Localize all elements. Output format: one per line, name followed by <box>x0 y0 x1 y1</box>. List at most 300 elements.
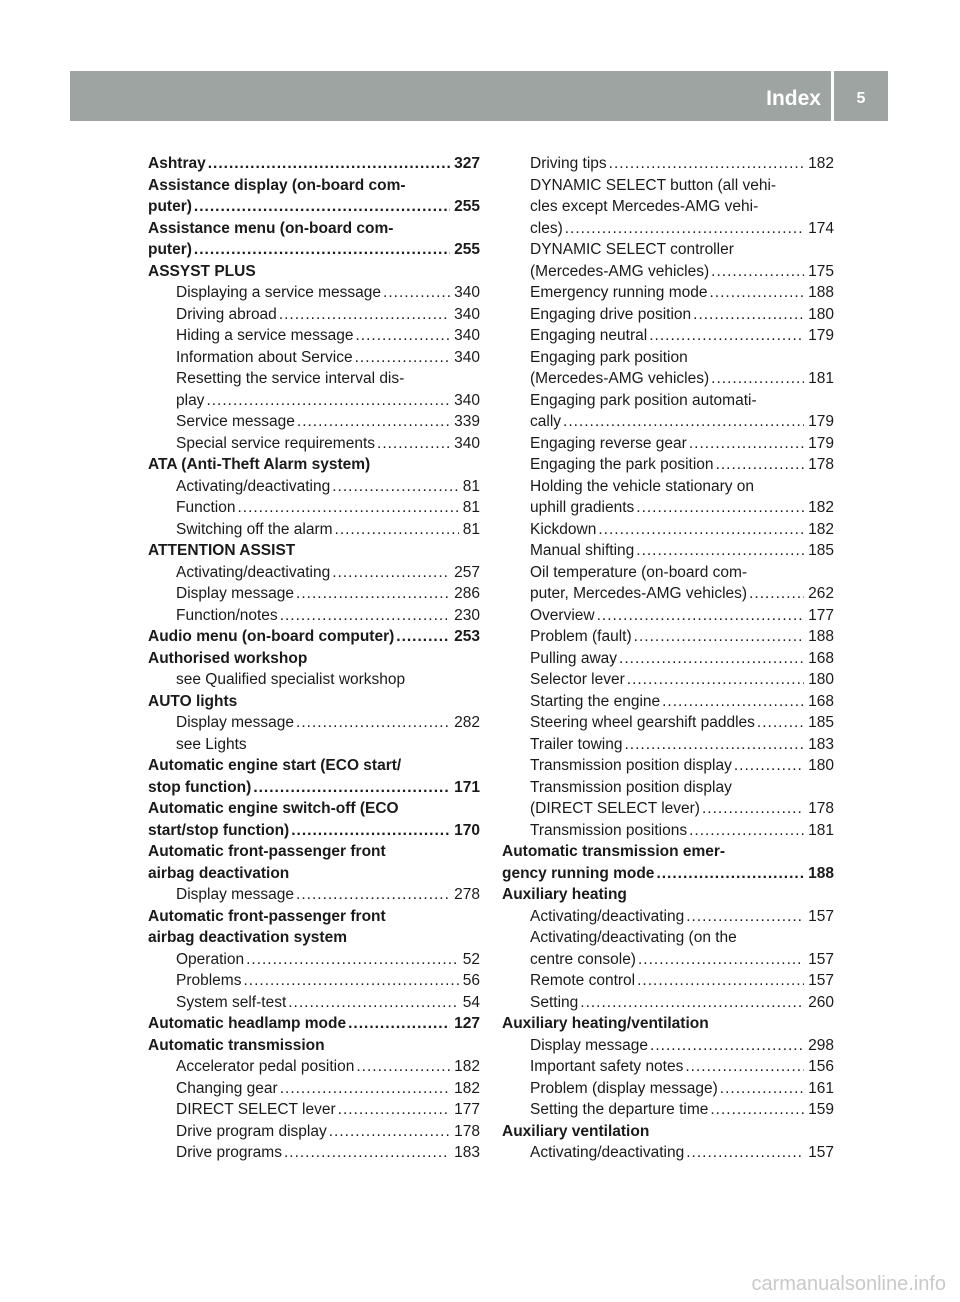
entry-text: Engaging the park position <box>530 456 714 473</box>
index-line <box>176 497 480 519</box>
page-reference[interactable]: 54 <box>462 993 480 1011</box>
index-subentry <box>502 648 834 670</box>
index-line <box>530 1035 834 1057</box>
index-line <box>530 1142 834 1164</box>
index-subentry <box>148 325 480 347</box>
page-reference[interactable]: 298 <box>808 1036 834 1054</box>
index-line <box>530 691 834 713</box>
index-subentry <box>148 562 480 584</box>
index-subentry <box>502 755 834 777</box>
entry-text: Problem (display message) <box>530 1079 718 1097</box>
index-subentry <box>502 927 834 970</box>
index-entry <box>148 454 480 476</box>
dot-leader <box>686 1142 804 1164</box>
dot-leader <box>711 261 804 283</box>
page-reference[interactable]: 340 <box>454 391 480 409</box>
index-line <box>530 476 834 498</box>
dot-leader <box>296 712 450 734</box>
dot-leader <box>689 433 804 455</box>
dot-leader <box>208 153 450 175</box>
page-reference[interactable]: 185 <box>808 714 834 731</box>
page-reference[interactable]: 339 <box>454 413 480 430</box>
entry-text: Function/notes <box>176 606 278 624</box>
index-line <box>176 476 480 498</box>
page-reference[interactable]: 159 <box>808 1101 834 1118</box>
page-reference[interactable]: 182 <box>808 155 834 172</box>
index-line <box>176 884 480 906</box>
dot-leader <box>636 540 804 562</box>
page-reference[interactable]: 127 <box>454 1015 480 1032</box>
index-line <box>530 970 834 992</box>
dot-leader <box>649 325 804 347</box>
dot-leader <box>291 820 450 842</box>
entry-text: (Mercedes-AMG vehicles) <box>530 370 710 387</box>
entry-text: (DIRECT SELECT lever) <box>530 800 700 817</box>
dot-leader <box>280 605 450 627</box>
index-line <box>176 583 480 605</box>
index-subentry <box>148 476 480 498</box>
entry-text: Transmission position display <box>530 778 732 796</box>
dot-leader <box>609 153 804 175</box>
entry-text: Remote control <box>530 972 636 989</box>
entry-text: Pulling away <box>530 649 618 667</box>
index-entry <box>148 798 480 841</box>
index-line <box>148 906 480 928</box>
index-line <box>530 626 834 648</box>
page-reference[interactable]: 257 <box>454 563 480 581</box>
index-line <box>176 712 480 734</box>
entry-text: start/stop function) <box>148 821 290 839</box>
index-line <box>148 798 480 820</box>
page-reference[interactable]: 81 <box>462 499 480 516</box>
dot-leader <box>637 970 804 992</box>
index-line <box>176 368 480 390</box>
index-column-right <box>502 153 834 1164</box>
index-subentry <box>502 476 834 519</box>
entry-text: see Qualified specialist workshop <box>176 671 406 688</box>
index-line <box>530 1099 834 1121</box>
index-subentry <box>502 712 834 734</box>
dot-leader <box>565 218 804 240</box>
index-line <box>530 734 834 756</box>
dot-leader <box>237 497 458 519</box>
entry-text: Auxiliary heating <box>502 886 627 903</box>
dot-leader <box>280 1078 450 1100</box>
dot-leader <box>634 626 804 648</box>
page-reference[interactable]: 182 <box>808 499 834 516</box>
page-reference[interactable]: 188 <box>808 628 834 645</box>
entry-text: Information about Service <box>176 348 353 366</box>
entry-text: Ashtray <box>148 155 206 172</box>
page-reference[interactable]: 282 <box>454 714 480 731</box>
index-line <box>148 863 480 885</box>
index-subentry <box>502 347 834 390</box>
page-reference[interactable]: 179 <box>808 434 834 452</box>
page-reference[interactable]: 157 <box>808 1144 834 1161</box>
entry-text: Special service requirements <box>176 434 376 452</box>
entry-text: Kickdown <box>530 520 597 538</box>
dot-leader <box>580 992 804 1014</box>
index-line <box>502 884 834 906</box>
dot-leader <box>296 884 450 906</box>
dot-leader <box>356 1056 450 1078</box>
page-reference[interactable]: 340 <box>454 348 480 366</box>
index-entry <box>502 1121 834 1143</box>
index-line <box>176 1099 480 1121</box>
page-reference[interactable]: 181 <box>808 821 834 839</box>
index-entry <box>148 906 480 949</box>
index-subentry <box>502 433 834 455</box>
dot-leader <box>650 1035 804 1057</box>
index-line <box>176 347 480 369</box>
page-reference[interactable]: 182 <box>808 520 834 538</box>
entry-text: Overview <box>530 606 595 624</box>
dot-leader <box>296 583 450 605</box>
index-line <box>148 1013 480 1035</box>
dot-leader <box>734 755 804 777</box>
page-reference[interactable]: 174 <box>808 219 834 237</box>
dot-leader <box>355 347 451 369</box>
index-line <box>530 519 834 541</box>
index-line <box>530 1056 834 1078</box>
index-subentry <box>148 433 480 455</box>
entry-text: Engaging neutral <box>530 327 648 344</box>
page-reference[interactable]: 178 <box>454 1122 480 1140</box>
dot-leader <box>563 411 804 433</box>
page-reference[interactable]: 182 <box>454 1079 480 1097</box>
entry-text: Activating/deactivating <box>530 1144 685 1161</box>
entry-text: Automatic transmission emer- <box>502 843 726 860</box>
index-line <box>176 734 480 756</box>
dot-leader <box>710 1099 804 1121</box>
index-line <box>530 368 834 390</box>
index-line <box>530 605 834 627</box>
page-reference[interactable]: 170 <box>454 821 480 839</box>
entry-text: Display message <box>176 886 295 903</box>
entry-text: Engaging park position automati- <box>530 391 757 409</box>
index-subentry <box>502 970 834 992</box>
page-reference[interactable]: 178 <box>808 800 834 817</box>
dot-leader <box>624 734 804 756</box>
index-line <box>530 304 834 326</box>
index-line <box>530 562 834 584</box>
index-subentry <box>148 712 480 734</box>
index-line <box>530 261 834 283</box>
dot-leader <box>702 798 804 820</box>
dot-leader <box>662 691 804 713</box>
index-line <box>148 540 480 562</box>
page-reference[interactable]: 171 <box>454 778 480 796</box>
entry-text: AUTO lights <box>148 692 238 710</box>
dot-leader <box>206 390 450 412</box>
entry-text: ATA (Anti-Theft Alarm system) <box>148 456 371 473</box>
index-subentry <box>502 390 834 433</box>
index-line <box>176 669 480 691</box>
entry-text: Problem (fault) <box>530 628 632 645</box>
page-reference[interactable]: 188 <box>808 864 834 882</box>
dot-leader <box>329 1121 450 1143</box>
entry-text: Switching off the alarm <box>176 520 333 538</box>
entry-text: Trailer towing <box>530 735 623 753</box>
index-line <box>530 669 834 691</box>
index-line <box>176 282 480 304</box>
index-subentry <box>502 734 834 756</box>
page-reference[interactable]: 278 <box>454 886 480 903</box>
index-subentry <box>502 992 834 1014</box>
dot-leader <box>332 562 450 584</box>
index-subentry <box>148 734 480 756</box>
page-reference[interactable]: 180 <box>808 757 834 774</box>
index-subentry <box>148 949 480 971</box>
entry-text: ASSYST PLUS <box>148 262 256 280</box>
index-line <box>176 970 480 992</box>
index-line <box>176 1056 480 1078</box>
index-subentry <box>148 1121 480 1143</box>
index-line <box>502 841 834 863</box>
index-line <box>530 454 834 476</box>
page-reference[interactable]: 180 <box>808 305 834 323</box>
index-line <box>530 390 834 412</box>
entry-text: Assistance menu (on-board com- <box>148 219 394 237</box>
page-reference[interactable]: 177 <box>454 1101 480 1118</box>
index-entry <box>502 841 834 884</box>
page-reference[interactable]: 161 <box>808 1079 834 1097</box>
page-reference[interactable]: 340 <box>454 327 480 344</box>
index-subentry <box>148 583 480 605</box>
index-line <box>530 583 834 605</box>
index-subentry <box>502 454 834 476</box>
page-reference[interactable]: 340 <box>454 284 480 301</box>
page-reference[interactable]: 52 <box>462 950 480 968</box>
index-line <box>530 325 834 347</box>
index-subentry <box>502 820 834 842</box>
page-reference[interactable]: 177 <box>808 606 834 624</box>
index-line <box>530 175 834 197</box>
index-entry <box>148 540 480 562</box>
index-subentry <box>502 282 834 304</box>
page-reference[interactable]: 179 <box>808 413 834 430</box>
entry-text: cles) <box>530 219 563 237</box>
page-reference[interactable]: 183 <box>454 1144 480 1161</box>
index-subentry <box>502 626 834 648</box>
dot-leader <box>335 519 459 541</box>
index-line <box>530 347 834 369</box>
page-reference[interactable]: 230 <box>454 606 480 624</box>
page-reference[interactable]: 255 <box>454 198 480 215</box>
watermark: carmanualsonline.info <box>751 1273 946 1295</box>
entry-text: puter) <box>148 198 192 215</box>
entry-text: Assistance display (on-board com- <box>148 176 406 194</box>
entry-text: Activating/deactivating (on the <box>530 929 737 946</box>
entry-text: Problems <box>176 972 242 989</box>
page-reference[interactable]: 185 <box>808 542 834 559</box>
index-line <box>530 497 834 519</box>
index-subentry <box>148 992 480 1014</box>
index-line <box>176 519 480 541</box>
entry-text: Driving tips <box>530 155 607 172</box>
index-line <box>530 927 834 949</box>
index-line <box>148 820 480 842</box>
entry-text: ATTENTION ASSIST <box>148 542 296 559</box>
dot-leader <box>597 605 805 627</box>
entry-text: Holding the vehicle stationary on <box>530 477 755 495</box>
index-entry <box>148 841 480 884</box>
index-subentry <box>502 304 834 326</box>
index-line <box>148 454 480 476</box>
page-reference[interactable]: 286 <box>454 585 480 602</box>
index-subentry <box>148 970 480 992</box>
page-reference[interactable]: 179 <box>808 327 834 344</box>
page-reference[interactable]: 175 <box>808 262 834 280</box>
index-line <box>530 153 834 175</box>
page-reference[interactable]: 157 <box>808 907 834 925</box>
page-reference[interactable]: 340 <box>454 434 480 452</box>
entry-text: Activating/deactivating <box>176 563 331 581</box>
index-line <box>530 218 834 240</box>
entry-text: Engaging reverse gear <box>530 434 687 452</box>
index-line <box>176 562 480 584</box>
entry-text: puter, Mercedes-AMG vehicles) <box>530 585 748 602</box>
index-subentry <box>502 1078 834 1100</box>
page-reference[interactable]: 262 <box>808 585 834 602</box>
page-reference[interactable]: 181 <box>808 370 834 387</box>
entry-text: Activating/deactivating <box>176 477 331 495</box>
entry-text: Automatic front-passenger front <box>148 907 386 925</box>
index-line <box>530 992 834 1014</box>
index-line <box>530 906 834 928</box>
index-subentry <box>502 691 834 713</box>
index-subentry <box>148 1099 480 1121</box>
index-subentry <box>502 239 834 282</box>
index-entry <box>148 755 480 798</box>
page-reference[interactable]: 182 <box>454 1058 480 1075</box>
index-subentry <box>148 1142 480 1164</box>
index-line <box>530 777 834 799</box>
entry-text: Resetting the service interval dis- <box>176 370 405 387</box>
index-line <box>176 390 480 412</box>
page-reference[interactable]: 340 <box>454 305 480 323</box>
dot-leader <box>656 863 804 885</box>
page-reference[interactable]: 183 <box>808 735 834 753</box>
index-subentry <box>502 153 834 175</box>
dot-leader <box>686 906 804 928</box>
entry-text: DYNAMIC SELECT controller <box>530 241 734 258</box>
dot-leader <box>693 304 804 326</box>
index-entry <box>502 884 834 906</box>
entry-text: Oil temperature (on-board com- <box>530 563 748 581</box>
entry-text: Transmission position display <box>530 757 732 774</box>
index-line <box>530 949 834 971</box>
page-reference[interactable]: 168 <box>808 649 834 667</box>
index-subentry <box>502 175 834 240</box>
page-reference[interactable]: 81 <box>462 520 480 538</box>
index-subentry <box>148 304 480 326</box>
page-reference[interactable]: 156 <box>808 1058 834 1075</box>
page-reference[interactable]: 178 <box>808 456 834 473</box>
index-subentry <box>148 368 480 411</box>
page-reference[interactable]: 56 <box>462 972 480 989</box>
index-line <box>148 648 480 670</box>
index-line <box>148 196 480 218</box>
dot-leader <box>355 325 450 347</box>
index-subentry <box>502 540 834 562</box>
entry-text: Activating/deactivating <box>530 907 685 925</box>
index-line <box>176 605 480 627</box>
entry-text: Automatic headlamp mode <box>148 1015 347 1032</box>
page-reference[interactable]: 157 <box>808 972 834 989</box>
index-line <box>530 712 834 734</box>
dot-leader <box>377 433 450 455</box>
index-line <box>176 304 480 326</box>
entry-text: Drive program display <box>176 1122 327 1140</box>
index-subentry <box>148 605 480 627</box>
entry-text: Audio menu (on-board computer) <box>148 628 395 645</box>
page-reference[interactable]: 253 <box>454 628 480 645</box>
index-column-left <box>148 153 480 1164</box>
dot-leader <box>689 820 804 842</box>
index-line <box>176 325 480 347</box>
entry-text: Display message <box>176 714 295 731</box>
dot-leader <box>253 777 450 799</box>
index-line <box>530 282 834 304</box>
index-subentry <box>502 906 834 928</box>
page-reference[interactable]: 81 <box>462 477 480 495</box>
index-line <box>176 1078 480 1100</box>
entry-text: Display message <box>176 585 295 602</box>
index-line <box>148 1035 480 1057</box>
page-reference[interactable]: 180 <box>808 671 834 688</box>
index-entry <box>148 691 480 713</box>
entry-text: Manual shifting <box>530 542 635 559</box>
entry-text: Engaging drive position <box>530 305 692 323</box>
entry-text: Automatic front-passenger front <box>148 843 386 860</box>
dot-leader <box>297 411 450 433</box>
page-reference[interactable]: 188 <box>808 284 834 301</box>
index-line <box>148 755 480 777</box>
index-line <box>148 626 480 648</box>
index-line <box>148 153 480 175</box>
index-entry <box>148 175 480 218</box>
entry-text: airbag deactivation system <box>148 929 347 946</box>
entry-text: play <box>176 391 205 409</box>
page-reference[interactable]: 157 <box>808 950 834 968</box>
entry-text: Display message <box>530 1036 649 1054</box>
entry-text: Hiding a service message <box>176 327 354 344</box>
dot-leader <box>720 1078 804 1100</box>
entry-text: DYNAMIC SELECT button (all vehi- <box>530 176 777 194</box>
index-line <box>530 648 834 670</box>
entry-text: centre console) <box>530 950 636 968</box>
index-subentry <box>502 1056 834 1078</box>
page-reference[interactable]: 260 <box>808 993 834 1011</box>
dot-leader <box>194 239 450 261</box>
entry-text: Driving abroad <box>176 305 277 323</box>
page-reference[interactable]: 168 <box>808 692 834 710</box>
page-reference[interactable]: 255 <box>454 241 480 258</box>
index-subentry <box>148 347 480 369</box>
index-line <box>530 1078 834 1100</box>
index-subentry <box>502 562 834 605</box>
dot-leader <box>598 519 804 541</box>
entry-text: System self-test <box>176 993 287 1011</box>
page-reference[interactable]: 327 <box>454 155 480 172</box>
entry-text: Auxiliary heating/ventilation <box>502 1015 709 1032</box>
index-subentry <box>148 411 480 433</box>
index-entry <box>148 153 480 175</box>
index-line <box>530 411 834 433</box>
index-subentry <box>502 325 834 347</box>
index-entry <box>148 1013 480 1035</box>
